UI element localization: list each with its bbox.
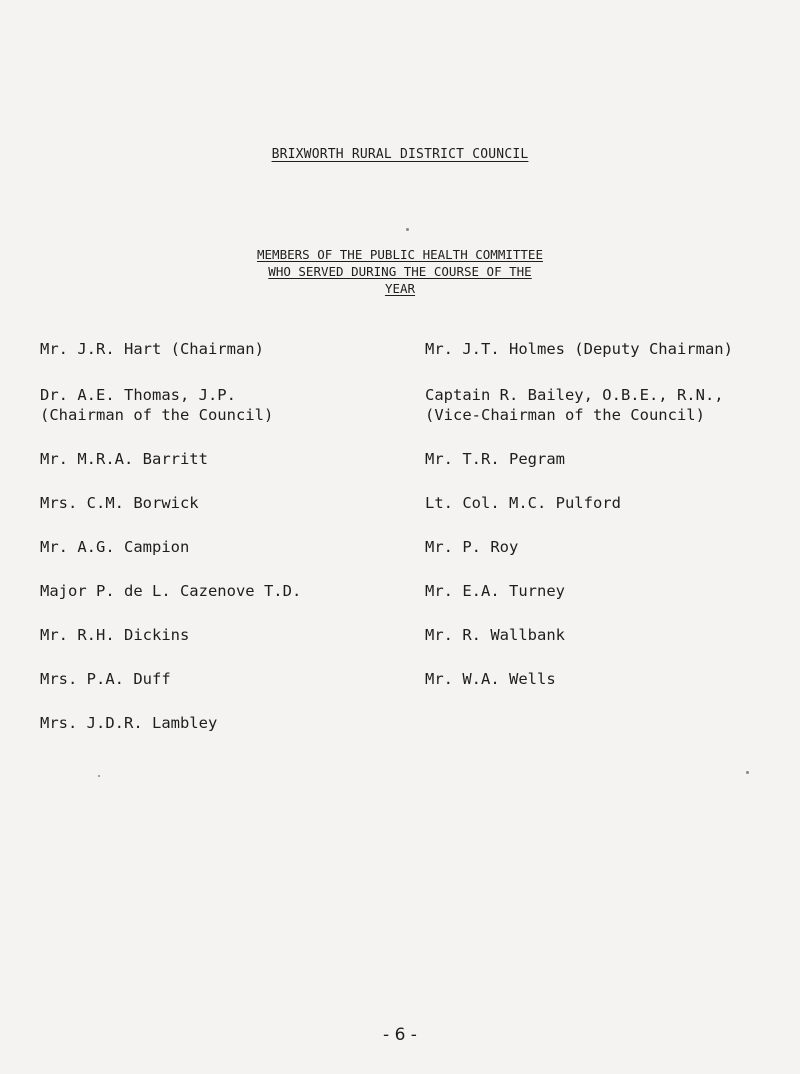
member-entry: Mr. R.H. Dickins xyxy=(40,626,190,644)
member-entry: (Chairman of the Council) xyxy=(40,406,274,424)
member-entry: Mr. R. Wallbank xyxy=(425,626,565,644)
member-entry: Mr. J.T. Holmes (Deputy Chairman) xyxy=(425,340,733,358)
scan-speck xyxy=(406,228,409,231)
page-number: - 6 - xyxy=(383,1025,417,1045)
committee-subtitle xyxy=(0,246,800,297)
scan-speck xyxy=(746,771,749,774)
member-entry: Mr. A.G. Campion xyxy=(40,538,190,556)
council-heading: BRIXWORTH RURAL DISTRICT COUNCIL xyxy=(271,147,529,162)
member-entry: Mr. T.R. Pegram xyxy=(425,450,565,468)
member-entry: (Vice-Chairman of the Council) xyxy=(425,406,705,424)
member-entry: Mr. M.R.A. Barritt xyxy=(40,450,208,468)
member-entry: Mrs. C.M. Borwick xyxy=(40,494,199,512)
member-entry: Lt. Col. M.C. Pulford xyxy=(425,494,621,512)
page-title xyxy=(0,147,800,162)
subtitle-line: YEAR xyxy=(384,281,416,296)
member-entry: Mr. E.A. Turney xyxy=(425,582,565,600)
member-entry: Captain R. Bailey, O.B.E., R.N., xyxy=(425,386,724,404)
subtitle-line: WHO SERVED DURING THE COURSE OF THE xyxy=(268,264,532,279)
member-entry: Mr. W.A. Wells xyxy=(425,670,556,688)
subtitle-line: MEMBERS OF THE PUBLIC HEALTH COMMITTEE xyxy=(257,247,543,262)
member-entry: Mr. J.R. Hart (Chairman) xyxy=(40,340,264,358)
member-entry: Dr. A.E. Thomas, J.P. xyxy=(40,386,236,404)
scan-speck xyxy=(98,775,100,777)
member-entry: Major P. de L. Cazenove T.D. xyxy=(40,582,302,600)
member-entry: Mrs. J.D.R. Lambley xyxy=(40,714,218,732)
member-entry: Mrs. P.A. Duff xyxy=(40,670,171,688)
member-entry: Mr. P. Roy xyxy=(425,538,519,556)
